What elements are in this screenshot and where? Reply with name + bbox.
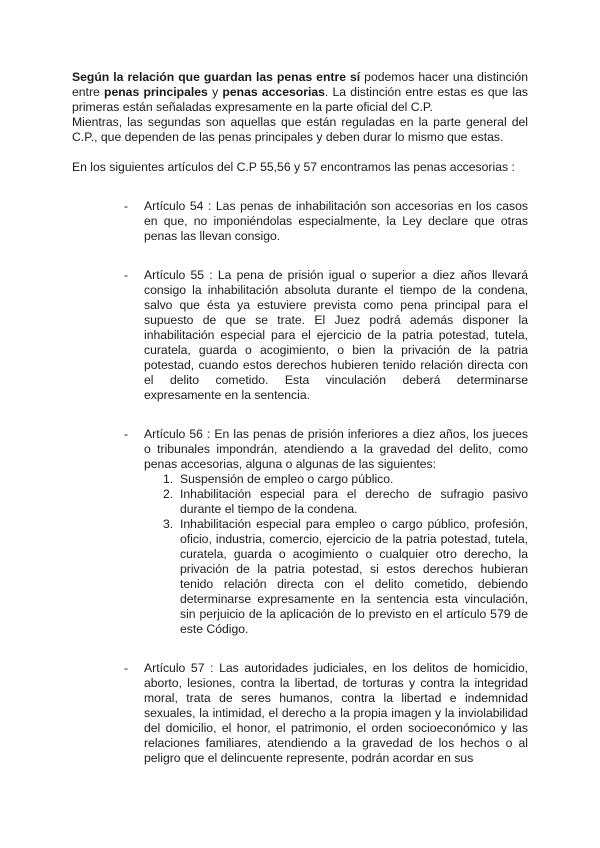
article-item-55 [124,268,528,403]
paragraph-spacer [72,175,528,199]
subitem-number: 3. [163,517,174,531]
subitem-text: Inhabilitación especial para empleo o cargo público, profesión, oficio, industria, comercio, ejercicio de la patria potestad, tutela, curatela, guarda o acogimiento o cualquier otro derecho, la privación de la patria potestad, si estos derechos hubieran tenido relación directa con el delito cometido, debiendo determinarse expresamente en la sentencia esta vinculación, sin perjuicio de la aplicación de lo previsto en el artículo 579 de este Código. [180,517,528,636]
article-item-57 [124,661,528,766]
article-text: Artículo 55 : La pena de prisión igual o superior a diez años llevará consigo la inhabilitación absoluta durante el tiempo de la condena, salvo que ésta ya estuviere prevista como pena principal para el supuesto de que se trate. El Juez podrá además disponer la inhabilitación especial para el ejercicio de la patria potestad, tutela, curatela, guarda o acogimiento, o bien la privación de la patria potestad, cuando estos derechos hubieren tenido relación directa con el delito cometido. Esta vinculación deberá determinarse expresamente en la sentencia. [144,268,528,402]
list-bullet: - [124,268,129,282]
subitem-text: Suspensión de empleo o cargo público. [180,472,394,486]
intro-bold-lead: Según la relación que guardan las penas entre sí [72,70,361,84]
intro-paragraph-1 [72,70,528,115]
article-56-subitems [144,472,528,637]
paragraph-spacer [72,145,528,160]
intro-text: . La distinción entre estas es que las primeras están señaladas expresamente en la parte oficial del C.P. [72,85,528,114]
list-bullet: - [124,661,129,675]
intro-text: podemos hacer una distinción entre [72,70,528,99]
list-bullet: - [124,427,129,441]
term-penas-accesorias: penas accesorias [222,85,325,99]
article-text: Artículo 57 : Las autoridades judiciales, en los delitos de homicidio, aborto, lesiones, contra la libertad, de torturas y contra la integridad moral, trata de seres humanos, contra la libertad e indemnidad sexuales, la intimidad, el derecho a la propia imagen y la inviolabilidad del domicilio, el honor, el patrimonio, el orden socioeconómico y las relaciones familiares, atendiendo a la gravedad de los hechos o al peligro que el delincuente represente, podrán acordar en sus [144,661,528,765]
article-list [72,199,528,766]
intro-text: y [207,85,223,99]
article-text: Artículo 54 : Las penas de inhabilitación son accesorias en los casos en que, no imponiéndolas especialmente, la Ley declare que otras penas las llevan consigo. [144,199,528,243]
list-bullet: - [124,199,129,213]
intro-paragraph-3: En los siguientes artículos del C.P 55,56 y 57 encontramos las penas accesorias : [72,160,515,174]
document-page [72,70,528,766]
subitem-number: 2. [163,487,174,501]
subitem-text: Inhabilitación especial para el derecho de sufragio pasivo durante el tiempo de la condena. [180,487,528,516]
subitem [163,487,528,517]
intro-paragraph-2: Mientras, las segundas son aquellas que están reguladas en la parte general del C.P., que dependen de las penas principales y deben durar lo mismo que estas. [72,115,528,144]
article-item-54 [124,199,528,244]
subitem [163,517,528,637]
subitem [163,472,528,487]
article-text: Artículo 56 : En las penas de prisión inferiores a diez años, los jueces o tribunales impondrán, atendiendo a la gravedad del delito, como penas accesorias, alguna o algunas de las siguientes: [144,427,528,471]
subitem-number: 1. [163,472,174,486]
article-item-56 [124,427,528,637]
term-penas-principales: penas principales [104,85,208,99]
